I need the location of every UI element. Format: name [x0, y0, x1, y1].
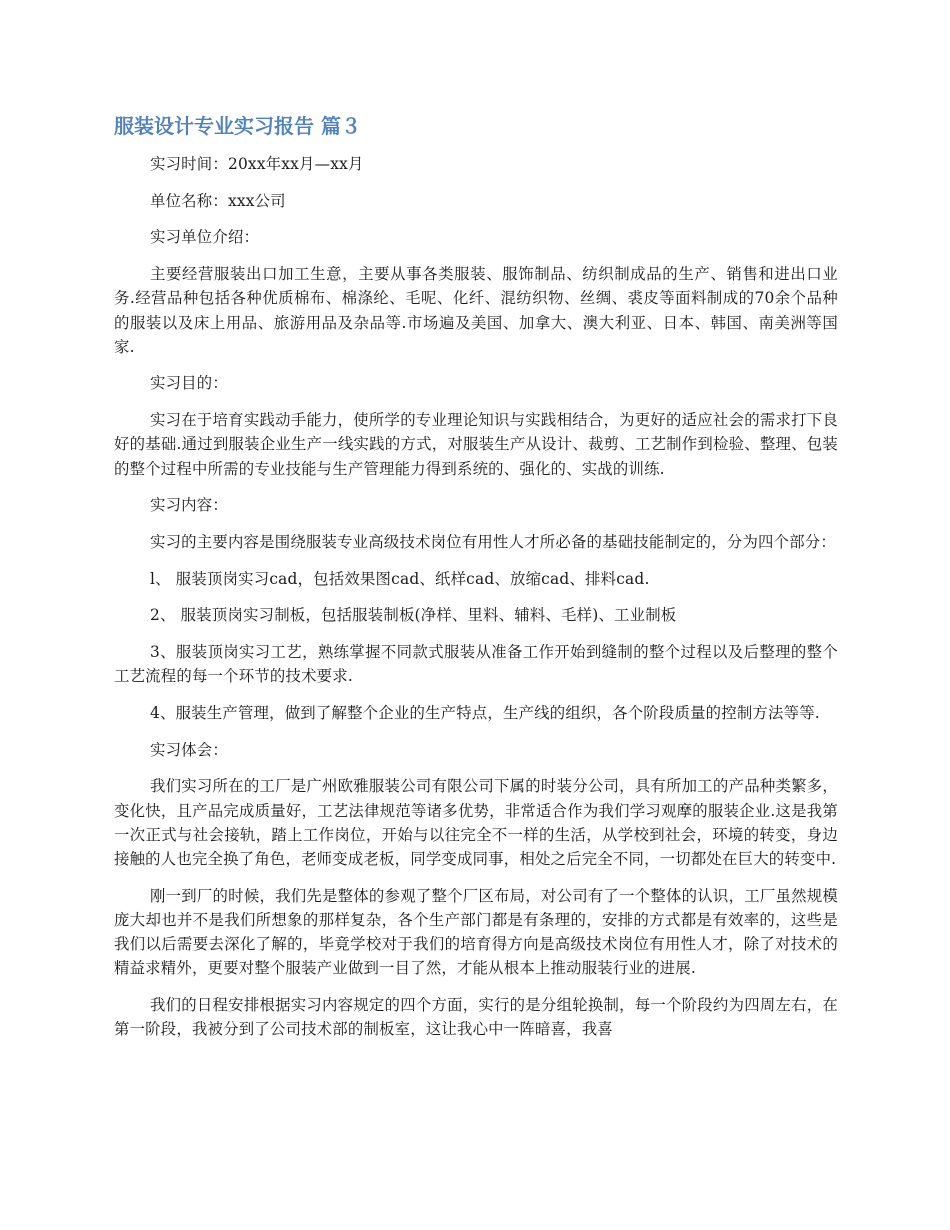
content-paragraph: 实习的主要内容是围绕服装专业高级技术岗位有用性人才所必备的基础技能制定的，分为四个部分：	[150, 532, 836, 551]
document-body	[114, 112, 838, 1054]
document-title: 服装设计专业实习报告 篇３	[114, 114, 361, 138]
list-item-craft: 3、服装顶岗实习工艺，熟练掌握不同款式服装从准备工作开始到缝制的整个过程以及后整理的整个工艺流程的每一个环节的技术要求.	[114, 643, 838, 686]
section-heading-content: 实习内容：	[150, 496, 228, 515]
experience-paragraph-1: 我们实习所在的工厂是广州欧雅服装公司有限公司下属的时装分公司，具有所加工的产品种类繁多，变化快，且产品完成质量好，工艺法律规范等诸多优势，非常适合作为我们学习观摩的服装企业.这是我第一次正式与社会接轨，踏上工作岗位，开始与以往完全不一样的生活，从学校到社会，环境的转变，身边接触的人也完全换了角色，老师变成老板，同学变成同事，相处之后完全不同，一切都处在巨大的转变中.	[114, 777, 838, 868]
company-intro-paragraph: 主要经营服装出口加工生意，主要从事各类服装、服饰制品、纺织制成品的生产、销售和进出口业务.经营品种包括各种优质棉布、棉涤纶、毛呢、化纤、混纺织物、丝绸、裘皮等面料制成的70余个品种的服装以及床上用品、旅游用品及杂品等.市场遍及美国、加拿大、澳大利亚、日本、韩国、南美洲等国家.	[114, 265, 838, 356]
experience-paragraph-2: 刚一到厂的时候，我们先是整体的参观了整个厂区布局，对公司有了一个整体的认识，工厂虽然规模庞大却也并不是我们所想象的那样复杂，各个生产部门都是有条理的，安排的方式都是有效率的，这些是我们以后需要去深化了解的，毕竟学校对于我们的培育得方向是高级技术岗位有用性人才，除了对技术的精益求精外，更要对整个服装产业做到一目了然，才能从根本上推动服装行业的进展.	[114, 886, 838, 978]
section-heading-company-intro: 实习单位介绍：	[150, 228, 260, 247]
internship-time: 实习时间：20xx年xx月—xx月	[150, 155, 364, 173]
section-heading-purpose: 实习目的：	[150, 374, 228, 393]
purpose-paragraph: 实习在于培育实践动手能力，使所学的专业理论知识与实践相结合，为更好的适应社会的需求打下良好的基础.通过到服装企业生产一线实践的方式，对服装生产从设计、裁剪、工艺制作到检验、整理、包装的整个过程中所需的专业技能与生产管理能力得到系统的、强化的、实战的训练.	[114, 411, 838, 478]
list-item-pattern: 2、 服装顶岗实习制板，包括服装制板(净样、里料、辅料、毛样)、工业制板	[150, 606, 677, 625]
list-item-management: 4、服装生产管理，做到了解整个企业的生产特点，生产线的组织，各个阶段质量的控制方法等等.	[150, 703, 820, 722]
company-name: 单位名称：xxx公司	[150, 191, 286, 210]
section-heading-experience: 实习体会：	[150, 740, 228, 759]
experience-paragraph-3: 我们的日程安排根据实习内容规定的四个方面，实行的是分组轮换制，每一个阶段约为四周左右，在第一阶段，我被分到了公司技术部的制板室，这让我心中一阵暗喜，我喜	[114, 995, 838, 1039]
list-item-cad: l、 服装顶岗实习cad，包括效果图cad、纸样cad、放缩cad、排料cad.	[150, 569, 650, 588]
